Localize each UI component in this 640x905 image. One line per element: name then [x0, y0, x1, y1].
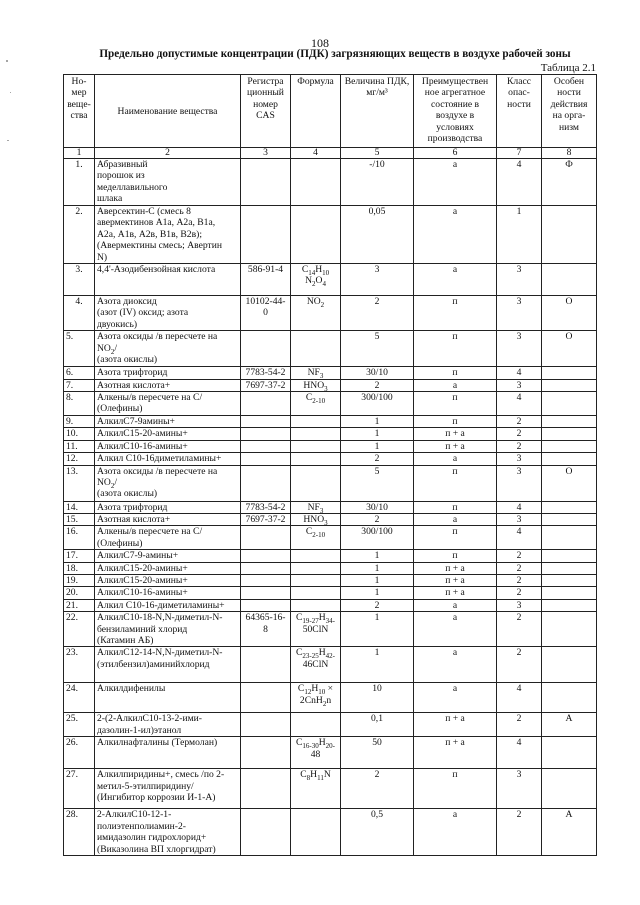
- hazard-class: 2: [497, 574, 542, 586]
- effect-feature: Ф: [542, 159, 597, 206]
- row-number: 26.: [64, 737, 95, 769]
- column-number-row: [64, 148, 597, 159]
- table-row: [64, 809, 597, 856]
- row-number: 22.: [64, 612, 95, 647]
- formula: [291, 599, 341, 611]
- aggregate-state: а: [414, 513, 497, 525]
- cas-number: 7697-37-2: [241, 379, 291, 391]
- hazard-class: 2: [497, 562, 542, 574]
- substance-name: АлкилС15-20-амины+: [95, 428, 241, 440]
- pdk-value: 30/10: [341, 367, 414, 379]
- substance-name: АлкилС15-20-амины+: [95, 574, 241, 586]
- row-number: 10.: [64, 428, 95, 440]
- table-row: [64, 415, 597, 427]
- row-number: 7.: [64, 379, 95, 391]
- hazard-class: 2: [497, 612, 542, 647]
- formula: [291, 415, 341, 427]
- substance-name: Азота трифторид: [95, 367, 241, 379]
- table-row: [64, 331, 597, 367]
- pdk-value: 2: [341, 599, 414, 611]
- formula: $NF_3$: [291, 501, 341, 513]
- cas-number: [241, 737, 291, 769]
- formula: [291, 331, 341, 367]
- aggregate-state: п: [414, 550, 497, 562]
- hazard-class: 4: [497, 526, 542, 550]
- effect-feature: О: [542, 465, 597, 501]
- pdk-value: 1: [341, 428, 414, 440]
- pdk-value: 2: [341, 769, 414, 809]
- column-number-cell: 3: [241, 148, 291, 159]
- formula: $C_{19-27}H_{34-}$ 50ClN: [291, 612, 341, 647]
- formula: [291, 440, 341, 452]
- formula: $C_{2-10}$: [291, 392, 341, 416]
- cas-number: [241, 453, 291, 465]
- table-row: [64, 612, 597, 647]
- table-body: [64, 159, 597, 856]
- effect-feature: О: [542, 331, 597, 367]
- pdk-value: 0,5: [341, 809, 414, 856]
- column-number-cell: 4: [291, 148, 341, 159]
- row-number: 21.: [64, 599, 95, 611]
- hazard-class: 3: [497, 331, 542, 367]
- pdk-value: -/10: [341, 159, 414, 206]
- table-row: [64, 440, 597, 452]
- column-header-cas: Регистра ционный номер CAS: [241, 75, 291, 148]
- pdk-value: 0,05: [341, 206, 414, 264]
- pdk-value: 2: [341, 513, 414, 525]
- table-row: [64, 513, 597, 525]
- substance-name: Алкены/в пересчете на С/ (Олефины): [95, 392, 241, 416]
- aggregate-state: а: [414, 612, 497, 647]
- effect-feature: А: [542, 809, 597, 856]
- aggregate-state: а: [414, 379, 497, 391]
- aggregate-state: п + а: [414, 574, 497, 586]
- effect-feature: [542, 428, 597, 440]
- formula: [291, 713, 341, 737]
- scan-speck: [10, 92, 11, 93]
- aggregate-state: а: [414, 647, 497, 683]
- table-row: [64, 647, 597, 683]
- hazard-class: 3: [497, 599, 542, 611]
- aggregate-state: п: [414, 296, 497, 331]
- substance-name: АлкилС7-9-амины+: [95, 550, 241, 562]
- table-row: [64, 428, 597, 440]
- effect-feature: [542, 647, 597, 683]
- column-number-cell: 1: [64, 148, 95, 159]
- substance-name: Азота трифторид: [95, 501, 241, 513]
- formula: $HNO_3$: [291, 513, 341, 525]
- formula: $C_{16-30}H_{20-}$ 48: [291, 737, 341, 769]
- row-number: 5.: [64, 331, 95, 367]
- pdk-value: 1: [341, 440, 414, 452]
- substance-name: Азота оксиды /в пересчете на $NO_2/$ (азота окислы): [95, 465, 241, 501]
- effect-feature: [542, 379, 597, 391]
- aggregate-state: а: [414, 159, 497, 206]
- pdk-value: 0,1: [341, 713, 414, 737]
- cas-number: [241, 683, 291, 713]
- substance-name: Аверсектин-С (смесь 8 авермектинов А1а, А2а, В1а, А2а, А1в, А2в, В1в, В2в); (Авермектины смесь; Авертин N): [95, 206, 241, 264]
- hazard-class: 3: [497, 453, 542, 465]
- formula: $C_{12}H_{10}$ × 2CnH$_2$n: [291, 683, 341, 713]
- cas-number: [241, 550, 291, 562]
- hazard-class: 3: [497, 465, 542, 501]
- effect-feature: [542, 415, 597, 427]
- table-row: [64, 206, 597, 264]
- aggregate-state: а: [414, 599, 497, 611]
- cas-number: [241, 562, 291, 574]
- cas-number: [241, 415, 291, 427]
- effect-feature: [542, 587, 597, 599]
- substance-name: АлкилС12-14-N,N-диметил-N- (этилбензил)аминийхлорид: [95, 647, 241, 683]
- hazard-class: 3: [497, 296, 542, 331]
- table-row: [64, 683, 597, 713]
- substance-name: Алкилпиридины+, смесь /по 2- метил-5-этилпиридину/ (Ингибитор коррозии И-1-А): [95, 769, 241, 809]
- cas-number: [241, 713, 291, 737]
- aggregate-state: п: [414, 769, 497, 809]
- row-number: 1.: [64, 159, 95, 206]
- hazard-class: 3: [497, 513, 542, 525]
- pdk-value: 10: [341, 683, 414, 713]
- effect-feature: [542, 599, 597, 611]
- effect-feature: [542, 513, 597, 525]
- aggregate-state: п + а: [414, 440, 497, 452]
- hazard-class: 4: [497, 392, 542, 416]
- formula: [291, 550, 341, 562]
- row-number: 6.: [64, 367, 95, 379]
- pdk-value: 5: [341, 331, 414, 367]
- substance-name: АлкилС10-16-амины+: [95, 587, 241, 599]
- table-row: [64, 392, 597, 416]
- substance-name: Алкил С10-16-диметиламины+: [95, 599, 241, 611]
- formula: [291, 453, 341, 465]
- aggregate-state: а: [414, 264, 497, 296]
- formula: [291, 587, 341, 599]
- hazard-class: 2: [497, 550, 542, 562]
- substance-name: 4,4'-Азодибензойная кислота: [95, 264, 241, 296]
- cas-number: [241, 331, 291, 367]
- hazard-class: 2: [497, 647, 542, 683]
- formula: $NO_2$: [291, 296, 341, 331]
- pdk-value: 1: [341, 647, 414, 683]
- cas-number: [241, 206, 291, 264]
- aggregate-state: п: [414, 331, 497, 367]
- aggregate-state: п: [414, 526, 497, 550]
- substance-name: АлкилС15-20-амины+: [95, 562, 241, 574]
- effect-feature: [542, 367, 597, 379]
- cas-number: 10102-44- 0: [241, 296, 291, 331]
- row-number: 15.: [64, 513, 95, 525]
- column-header-feature: Особен ности действия на орга- низм: [542, 75, 597, 148]
- effect-feature: [542, 562, 597, 574]
- formula: [291, 574, 341, 586]
- formula: [291, 428, 341, 440]
- substance-name: АлкилС10-16-амины+: [95, 440, 241, 452]
- formula: $C_{2-10}$: [291, 526, 341, 550]
- hazard-class: 2: [497, 809, 542, 856]
- aggregate-state: а: [414, 683, 497, 713]
- formula: $NF_3$: [291, 367, 341, 379]
- aggregate-state: п: [414, 501, 497, 513]
- table-row: [64, 453, 597, 465]
- table-row: [64, 159, 597, 206]
- row-number: 17.: [64, 550, 95, 562]
- row-number: 13.: [64, 465, 95, 501]
- aggregate-state: а: [414, 206, 497, 264]
- table-row: [64, 367, 597, 379]
- formula: [291, 206, 341, 264]
- effect-feature: [542, 440, 597, 452]
- table-row: [64, 550, 597, 562]
- row-number: 28.: [64, 809, 95, 856]
- substance-name: Алкил С10-16диметиламины+: [95, 453, 241, 465]
- formula: [291, 562, 341, 574]
- substance-name: Алкены/в пересчете на С/ (Олефины): [95, 526, 241, 550]
- effect-feature: [542, 526, 597, 550]
- column-number-cell: 7: [497, 148, 542, 159]
- aggregate-state: п + а: [414, 713, 497, 737]
- cas-number: [241, 647, 291, 683]
- effect-feature: А: [542, 713, 597, 737]
- substance-name: Азотная кислота+: [95, 513, 241, 525]
- aggregate-state: п + а: [414, 737, 497, 769]
- aggregate-state: п: [414, 465, 497, 501]
- table-row: [64, 574, 597, 586]
- cas-number: [241, 809, 291, 856]
- cas-number: [241, 159, 291, 206]
- substance-name: Абразивный порошок из меделлавильного шлака: [95, 159, 241, 206]
- formula: $C_{14}H_{10}$ $N_2O_4$: [291, 264, 341, 296]
- column-number-cell: 2: [95, 148, 241, 159]
- scan-speck: [7, 140, 9, 141]
- substance-name: АлкилС7-9амины+: [95, 415, 241, 427]
- hazard-class: 2: [497, 415, 542, 427]
- cas-number: [241, 465, 291, 501]
- hazard-class: 3: [497, 769, 542, 809]
- cas-number: [241, 769, 291, 809]
- effect-feature: [542, 737, 597, 769]
- effect-feature: [542, 501, 597, 513]
- cas-number: 586-91-4: [241, 264, 291, 296]
- cas-number: [241, 526, 291, 550]
- table-row: [64, 713, 597, 737]
- column-header-pdk: Величина ПДК, мг/м³: [341, 75, 414, 148]
- row-number: 18.: [64, 562, 95, 574]
- row-number: 24.: [64, 683, 95, 713]
- column-number-cell: 5: [341, 148, 414, 159]
- hazard-class: 2: [497, 428, 542, 440]
- pdk-value: 5: [341, 465, 414, 501]
- pdk-value: 1: [341, 574, 414, 586]
- row-number: 19.: [64, 574, 95, 586]
- formula: [291, 465, 341, 501]
- hazard-class: 4: [497, 501, 542, 513]
- effect-feature: [542, 453, 597, 465]
- formula: $HNO_3$: [291, 379, 341, 391]
- pdk-value: 2: [341, 296, 414, 331]
- row-number: 12.: [64, 453, 95, 465]
- hazard-class: 4: [497, 159, 542, 206]
- row-number: 27.: [64, 769, 95, 809]
- effect-feature: [542, 769, 597, 809]
- row-number: 11.: [64, 440, 95, 452]
- cas-number: [241, 599, 291, 611]
- column-header-formula: Формула: [291, 75, 341, 148]
- row-number: 20.: [64, 587, 95, 599]
- effect-feature: [542, 574, 597, 586]
- substance-name: Азота оксиды /в пересчете на $NO_2/$ (азота окислы): [95, 331, 241, 367]
- formula: $C_{23-25}H_{42-}$ 46ClN: [291, 647, 341, 683]
- cas-number: [241, 428, 291, 440]
- aggregate-state: п + а: [414, 428, 497, 440]
- row-number: 25.: [64, 713, 95, 737]
- row-number: 2.: [64, 206, 95, 264]
- pdk-value: 2: [341, 379, 414, 391]
- substance-name: Азотная кислота+: [95, 379, 241, 391]
- table-row: [64, 264, 597, 296]
- cas-number: [241, 440, 291, 452]
- cas-number: 7697-37-2: [241, 513, 291, 525]
- hazard-class: 1: [497, 206, 542, 264]
- hazard-class: 3: [497, 264, 542, 296]
- column-number-cell: 6: [414, 148, 497, 159]
- hazard-class: 2: [497, 713, 542, 737]
- hazard-class: 2: [497, 440, 542, 452]
- aggregate-state: п + а: [414, 587, 497, 599]
- aggregate-state: п + а: [414, 562, 497, 574]
- pdk-value: 300/100: [341, 526, 414, 550]
- row-number: 3.: [64, 264, 95, 296]
- table-row: [64, 599, 597, 611]
- table-row: [64, 562, 597, 574]
- effect-feature: [542, 392, 597, 416]
- table-row: [64, 769, 597, 809]
- table-row: [64, 296, 597, 331]
- substance-name: Алкилдифенилы: [95, 683, 241, 713]
- pdk-value: 3: [341, 264, 414, 296]
- aggregate-state: п: [414, 367, 497, 379]
- pdk-value: 1: [341, 550, 414, 562]
- column-number-cell: 8: [542, 148, 597, 159]
- page-number: 108: [311, 36, 329, 50]
- aggregate-state: п: [414, 392, 497, 416]
- substance-name: Азота диоксид (азот (IV) оксид; азота двуокись): [95, 296, 241, 331]
- column-header-name: Наименование вещества: [95, 75, 241, 148]
- pdk-value: 1: [341, 415, 414, 427]
- table-row: [64, 737, 597, 769]
- hazard-class: 2: [497, 587, 542, 599]
- effect-feature: О: [542, 296, 597, 331]
- row-number: 16.: [64, 526, 95, 550]
- row-number: 14.: [64, 501, 95, 513]
- cas-number: 7783-54-2: [241, 501, 291, 513]
- document-title: Предельно допустимые концентрации (ПДК) загрязняющих веществ в воздухе рабочей зоны: [99, 48, 571, 60]
- row-number: 9.: [64, 415, 95, 427]
- substance-name: АлкилС10-18-N,N-диметил-N- бензиламиний хлорид (Катамин АБ): [95, 612, 241, 647]
- table-row: [64, 465, 597, 501]
- hazard-class: 4: [497, 737, 542, 769]
- aggregate-state: а: [414, 809, 497, 856]
- effect-feature: [542, 206, 597, 264]
- substance-name: Алкилнафталины (Термолан): [95, 737, 241, 769]
- pdk-value: 300/100: [341, 392, 414, 416]
- table-row: [64, 501, 597, 513]
- formula: $C_8H_{11}N$: [291, 769, 341, 809]
- aggregate-state: а: [414, 453, 497, 465]
- cas-number: 64365-16- 8: [241, 612, 291, 647]
- hazard-class: 4: [497, 683, 542, 713]
- cas-number: [241, 587, 291, 599]
- cas-number: 7783-54-2: [241, 367, 291, 379]
- column-header-number: Но- мер веще- ства: [64, 75, 95, 148]
- pdk-table: [63, 74, 597, 856]
- pdk-value: 50: [341, 737, 414, 769]
- pdk-value: 2: [341, 453, 414, 465]
- table-header-row: [64, 75, 597, 148]
- row-number: 8.: [64, 392, 95, 416]
- hazard-class: 4: [497, 367, 542, 379]
- column-header-state: Преимуществен ное агрегатное состояние в воздухе в условиях производства: [414, 75, 497, 148]
- pdk-value: 1: [341, 587, 414, 599]
- pdk-value: 1: [341, 562, 414, 574]
- hazard-class: 3: [497, 379, 542, 391]
- effect-feature: [542, 550, 597, 562]
- table-row: [64, 379, 597, 391]
- pdk-value: 1: [341, 612, 414, 647]
- substance-name: 2-(2-АлкилС10-13-2-ими- дазолин-1-ил)этанол: [95, 713, 241, 737]
- table-row: [64, 526, 597, 550]
- row-number: 4.: [64, 296, 95, 331]
- table-row: [64, 587, 597, 599]
- aggregate-state: п: [414, 415, 497, 427]
- row-number: 23.: [64, 647, 95, 683]
- substance-name: 2-АлкилС10-12-1- полиэтенполиамин-2- имидазолин гидрохлорид+ (Виказолина ВП хлоргидрат): [95, 809, 241, 856]
- effect-feature: [542, 264, 597, 296]
- scan-speck: [6, 60, 8, 62]
- formula: [291, 159, 341, 206]
- cas-number: [241, 574, 291, 586]
- pdk-value: 30/10: [341, 501, 414, 513]
- column-header-class: Класс опас- ности: [497, 75, 542, 148]
- table-caption: Таблица 2.1: [540, 62, 596, 74]
- effect-feature: [542, 683, 597, 713]
- cas-number: [241, 392, 291, 416]
- formula: [291, 809, 341, 856]
- effect-feature: [542, 612, 597, 647]
